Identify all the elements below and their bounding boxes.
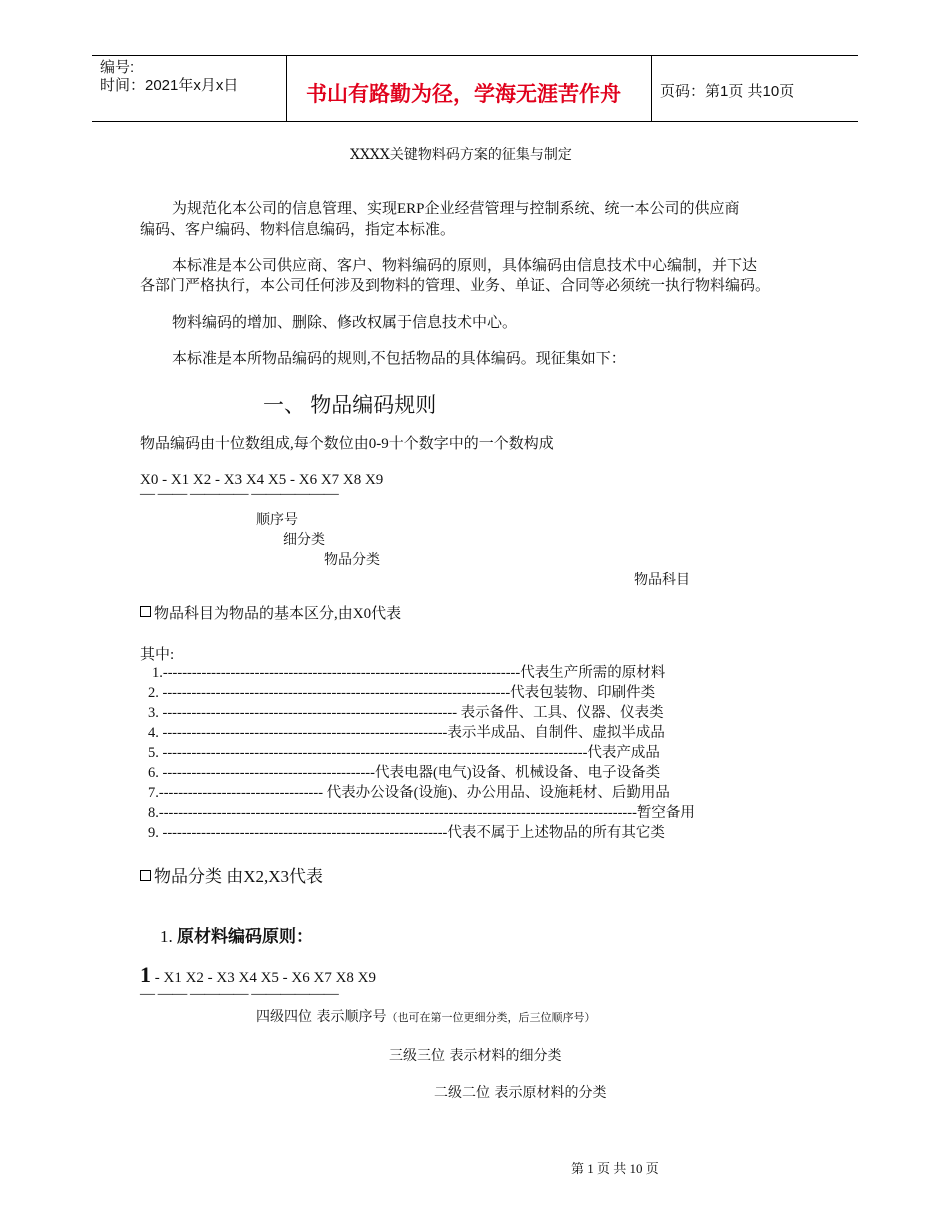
list-item: 8.---------------------------------------------------------------------------------------------------暂空备用 [148,805,695,821]
square-bullet-icon [140,870,151,881]
code-underline: — —— ———— —————— [140,486,339,502]
among-label: 其中: [140,647,175,663]
level3-line: 三级三位 表示材料的细分类 [389,1048,562,1064]
raw-code-underline: — —— ———— —————— [140,986,339,1002]
level4-text: 四级四位 表示顺序号 [256,1009,387,1025]
paragraph-2-line-1: 本标准是本公司供应商、客户、物料编码的原则，具体编码由信息技术中心编制，并下达 [172,258,758,274]
category-note [140,862,323,887]
motto: 书山有路勤为径，学海无涯苦作舟 [306,83,621,106]
list-item: 4. -----------------------------------------------------------表示半成品、自制件、虚拟半成品 [148,725,665,741]
square-bullet-icon [140,606,151,617]
level4-note: （也可在第一位更细分类，后三位顺序号） [386,1011,596,1024]
list-item: 3. ------------------------------------------------------------- 表示备件、工具、仪器、仪表类 [148,705,664,721]
rule-intro: 物品编码由十位数组成,每个数位由0-9十个数字中的一个数构成 [140,436,554,452]
category-note-text: 物品分类 由X2,X3代表 [154,867,324,886]
paragraph-2-line-2: 各部门严格执行，本公司任何涉及到物料的管理、业务、单证、合同等必须统一执行物料编码。 [140,278,771,294]
paragraph-4: 本标准是本所物品编码的规则,不包括物品的具体编码。现征集如下： [172,351,626,367]
list-item: 9. -----------------------------------------------------------代表不属于上述物品的所有其它类 [148,825,665,841]
doc-title: XXXX关键物料码方案的征集与制定 [350,147,572,163]
paragraph-1-line-1: 为规范化本公司的信息管理、实现ERP企业经营管理与控制系统、统一本公司的供应商 [172,201,740,217]
code-format: X0 - X1 X2 - X3 X4 X5 - X6 X7 X8 X9 [140,472,384,488]
raw-code-prefix: 1 [140,962,151,987]
header-page-info: 页码：第1页 共10页 [660,83,795,100]
raw-material-heading [160,922,313,947]
list-item: 6. --------------------------------------------代表电器(电气)设备、机械设备、电子设备类 [148,765,661,781]
level4-line [256,1006,595,1026]
raw-code-format [140,962,376,988]
list-item: 1.--------------------------------------------------------------------------代表生产所需的原材料 [152,665,666,681]
raw-material-heading-number: 1. [160,927,173,946]
paragraph-3: 物料编码的增加、删除、修改权属于信息技术中心。 [172,315,518,331]
label-subject: 物品科目 [634,572,690,588]
header-bottom-rule [92,121,858,122]
subject-note [140,603,401,626]
time-label: 时间：2021年x月x日 [100,77,239,94]
label-category: 物品分类 [324,552,380,568]
code-label: 编号: [100,59,135,76]
level2-line: 二级二位 表示原材料的分类 [434,1085,607,1101]
footer-page-number: 第 1 页 共 10 页 [571,1161,659,1176]
list-item: 2. ------------------------------------------------------------------------代表包装物、印刷件类 [148,685,656,701]
label-sequence: 顺序号 [256,512,298,528]
header-divider-right [651,56,652,121]
header-divider-left [286,56,287,121]
section-heading-1: 一、 物品编码规则 [263,393,437,417]
raw-material-heading-text: 原材料编码原则： [177,927,313,946]
label-subcategory: 细分类 [283,532,325,548]
raw-code-rest: - X1 X2 - X3 X4 X5 - X6 X7 X8 X9 [151,970,376,986]
header-top-rule [92,55,858,56]
subject-note-text: 物品科目为物品的基本区分,由X0代表 [154,606,402,622]
list-item: 7.---------------------------------- 代表办公设备(设施)、办公用品、设施耗材、后勤用品 [148,785,670,801]
paragraph-1-line-2: 编码、客户编码、物料信息编码，指定本标准。 [140,222,456,238]
list-item: 5. ----------------------------------------------------------------------------------------代表产成品 [148,745,660,761]
